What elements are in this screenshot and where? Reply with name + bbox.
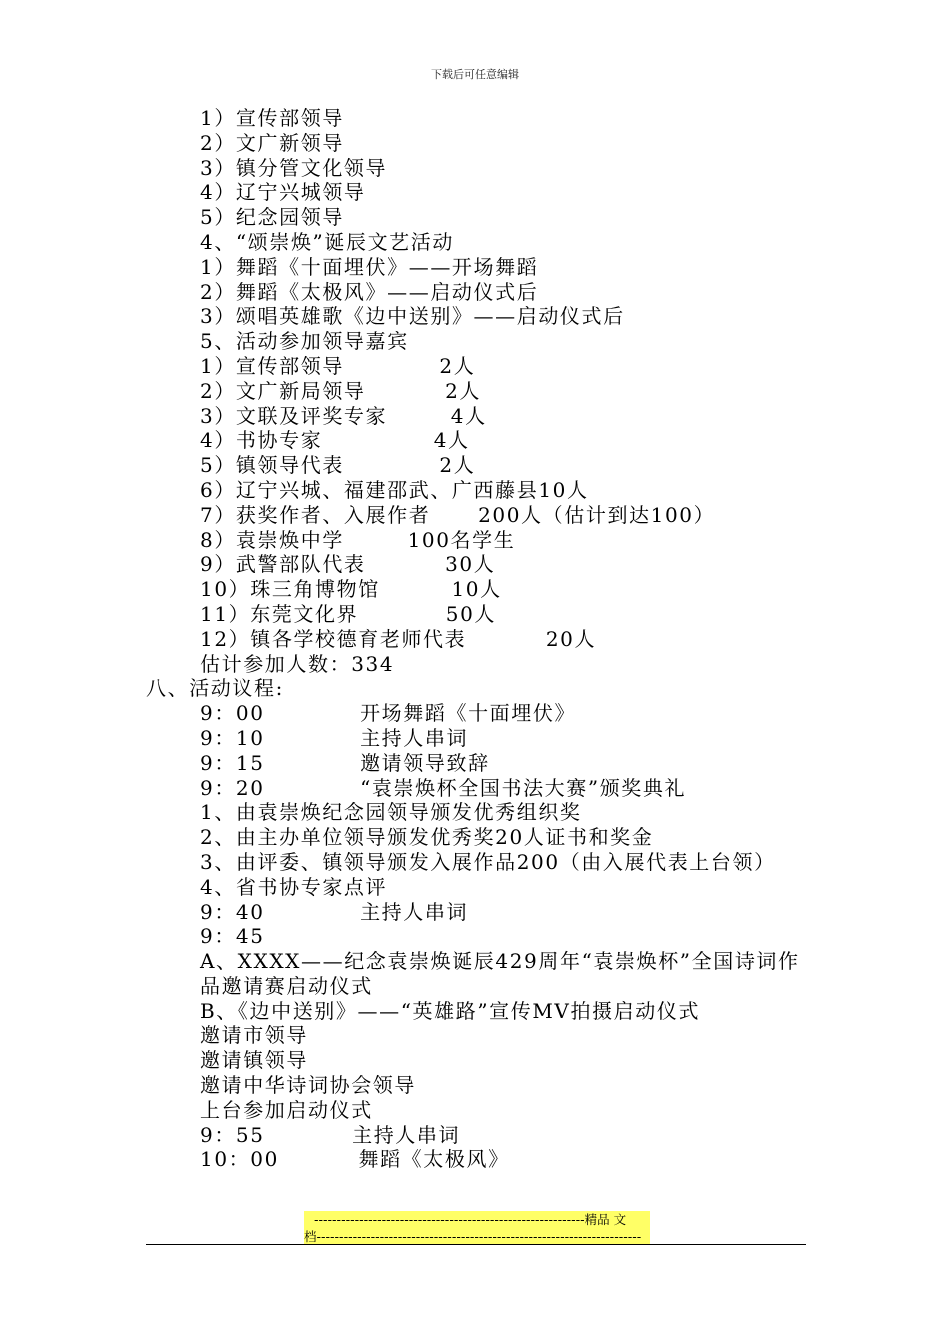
footer-divider [146,1244,806,1245]
text-line: 6）辽宁兴城、福建邵武、广西藤县10人 [200,477,589,502]
text-line: 9：00 开场舞蹈《十面埋伏》 [200,701,577,726]
text-line: 1）宣传部领导 2人 [200,353,476,378]
text-line: 八、活动议程: [146,676,284,701]
text-line: 9：45 [200,924,265,949]
text-line: 3）颂唱英雄歌《边中送别》——启动仪式后 [200,304,625,329]
text-line: 4、省书协专家点评 [200,874,388,899]
text-line: 3、由评委、镇领导颁发入展作品200（由入展代表上台领） [200,849,776,874]
footer-line-1: ------------------------------------------------------------精品 文 [314,1212,627,1227]
text-line: B、《边中送别》——“英雄路”宣传MV拍摄启动仪式 [200,998,701,1023]
text-line: 5、活动参加领导嘉宾 [200,329,409,354]
text-line: 3）镇分管文化领导 [200,155,388,180]
text-line: 9：10 主持人串词 [200,725,469,750]
text-line: 4）书协专家 4人 [200,428,470,453]
text-line: 2、由主办单位领导颁发优秀奖20人证书和奖金 [200,825,654,850]
text-line: 邀请市领导 [200,1023,308,1048]
text-line: 1）舞蹈《十面埋伏》——开场舞蹈 [200,254,539,279]
text-line: 5）镇领导代表 2人 [200,453,476,478]
text-line: 7）获奖作者、入展作者 200人（估计到达100） [200,502,716,527]
text-line: 10）珠三角博物馆 10人 [200,577,502,602]
text-line: 10：00 舞蹈《太极风》 [200,1147,510,1172]
text-line: 1）宣传部领导 [200,106,344,130]
text-line: 1、由袁崇焕纪念园领导颁发优秀组织奖 [200,800,582,825]
text-line: 上台参加启动仪式 [200,1097,373,1122]
text-line: 估计参加人数：334 [200,651,395,676]
text-line: 12）镇各学校德育老师代表 20人 [200,626,597,651]
text-line: 3）文联及评奖专家 4人 [200,403,487,428]
page-footer [304,1211,650,1245]
text-line: 2）文广新领导 [200,130,344,155]
text-line: 11）东莞文化界 50人 [200,601,497,626]
text-line: 9：15 邀请领导致辞 [200,750,490,775]
text-line: 4）辽宁兴城领导 [200,180,366,205]
text-line: 8）袁崇焕中学 100名学生 [200,527,516,552]
text-line: 2）舞蹈《太极风》——启动仪式后 [200,279,539,304]
text-line: 邀请中华诗词协会领导 [200,1073,416,1098]
text-line: 5）纪念园领导 [200,205,344,230]
text-line: 9）武警部队代表 30人 [200,552,496,577]
page-header: 下载后可任意编辑 [431,68,519,81]
text-line: 4、“颂崇焕”诞辰文艺活动 [200,229,454,254]
text-line: 2）文广新局领导 2人 [200,378,482,403]
text-line: 9：20 “袁崇焕杯全国书法大赛”颁奖典礼 [200,775,687,800]
document-body [146,106,816,1172]
text-line: 9：40 主持人串词 [200,899,469,924]
text-line: A、XXXX——纪念袁崇焕诞辰429周年“袁崇焕杯”全国诗词作品邀请赛启动仪式 [200,949,800,998]
footer-line-2: 档------------------------------------------------------------------------ [304,1229,642,1244]
text-line: 9：55 主持人串词 [200,1122,461,1147]
text-line: 邀请镇领导 [200,1048,308,1073]
